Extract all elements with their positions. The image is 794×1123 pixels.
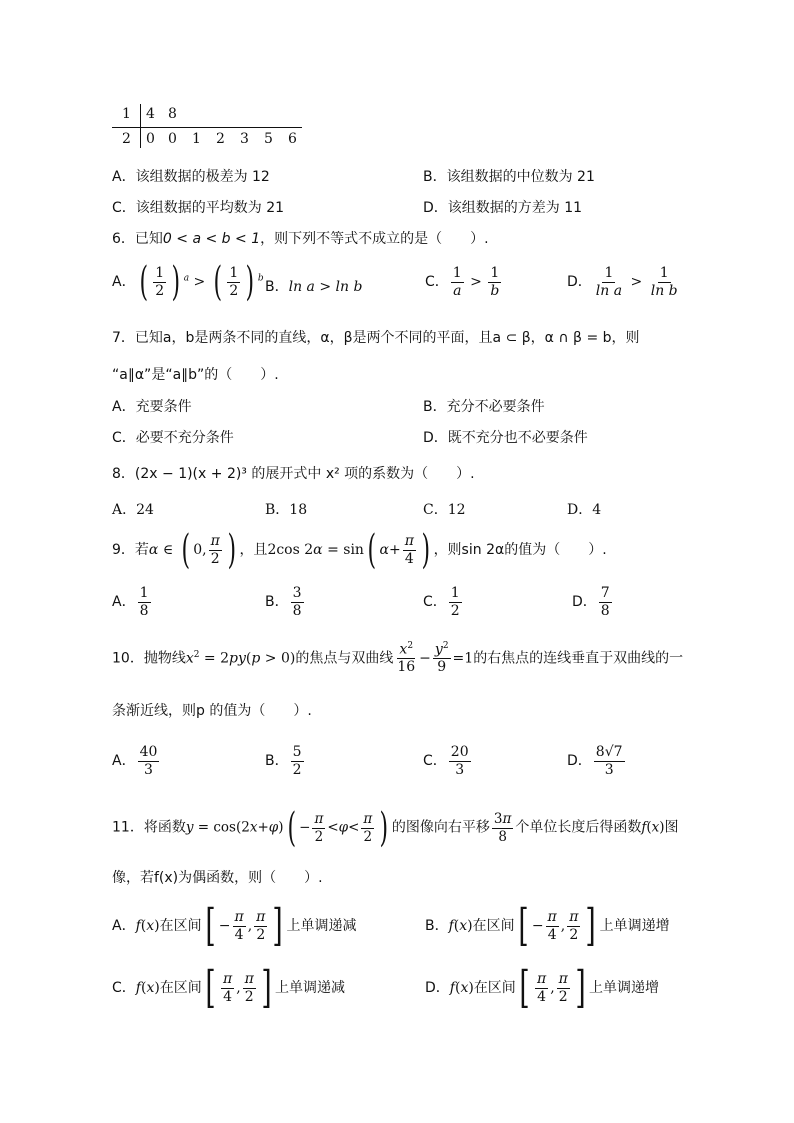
q6-option-b: B．ln a > ln b: [265, 279, 363, 295]
q11-stem-line2: 像，若f(x)为偶函数，则（ ）.: [112, 870, 323, 886]
leaf-2-1: 0: [168, 131, 177, 147]
q8-option-b: B．18: [265, 502, 308, 518]
q6-option-c: C． $\frac{1}{a}$ > $\frac{1}{b}$: [425, 265, 500, 299]
q10-stem-line2: 条渐近线，则p 的值为（ ）.: [112, 703, 312, 719]
q10-option-a: A． $\frac{40}{3}$: [112, 744, 158, 778]
q10-option-c: C． $\frac{20}{3}$: [423, 744, 469, 778]
q9-option-c: C． $\frac{1}{2}$: [423, 585, 460, 619]
q7-stem-line1: 7．已知a，b是两条不同的直线，α，β是两个不同的平面，且a ⊂ β，α ∩ β = b，则: [112, 330, 640, 346]
q7-stem-line2: “a∥α”是“a∥b”的（ ）.: [112, 367, 279, 383]
stem-2: 2: [122, 131, 131, 147]
q9-option-a: A． $\frac{1}{8}$: [112, 585, 149, 619]
q8-stem: 8．(2x − 1)(x + 2)³ 的展开式中 x² 项的系数为（ ）.: [112, 466, 475, 482]
leaf-2-0: 0: [146, 131, 155, 147]
q7-option-a: A．充要条件: [112, 399, 192, 415]
q7-option-b: B．充分不必要条件: [423, 399, 545, 415]
q6-option-a: A．( $\frac{1}{2}$ ) $^a$ > ( $\frac{1}{2}$ ) $^b$: [112, 259, 264, 305]
q10-option-d: D． $\frac{8√7}{3}$: [567, 744, 623, 778]
q6-stem: 6．已知0 < a < b < 1，则下列不等式不成立的是（ ）.: [112, 231, 489, 247]
q11-option-d: D．f(x)在区间[ $\frac{\pi}{4}$ , $\frac{\pi}{2}$ ] 上单调递增: [425, 962, 660, 1013]
q11-stem-line1: 11．将函数y = cos(2x+φ)( − $\frac{\pi}{2}$ <φ< $\frac{\pi}{2}$ ) 的图像向右平移 $\frac{3\pi}{8}$ 个单位长度后得函数f(x)图: [112, 805, 679, 851]
q9-option-b: B． $\frac{3}{8}$: [265, 585, 302, 619]
q11-option-c: C．f(x)在区间[ $\frac{\pi}{4}$ , $\frac{\pi}{2}$ ] 上单调递减: [112, 962, 346, 1013]
q8-option-a: A．24: [112, 502, 154, 518]
q7-option-d: D．既不充分也不必要条件: [423, 430, 588, 446]
stem-leaf-divider-horizontal: [112, 127, 302, 128]
stem-leaf-plot: [112, 104, 302, 150]
q8-option-c: C．12: [423, 502, 466, 518]
leaf-2-5: 5: [264, 131, 273, 147]
q10-stem-line1: 10．抛物线$x^2 = 2py(p > 0)$的焦点与双曲线 $\frac{x^2}{16}$ − $\frac{y^2}{9}$ =1的右焦点的连线垂直于双曲线的一: [112, 641, 684, 676]
q5-option-a: A．该组数据的极差为 12: [112, 169, 270, 185]
q6-option-d: D． $\frac{1}{\text{ln a}}$ > $\frac{1}{\text{ln b}}$: [567, 265, 678, 299]
q11-option-a: A．f(x)在区间[ − $\frac{\pi}{4}$ , $\frac{\pi}{2}$ ] 上单调递减: [112, 900, 357, 951]
q5-option-b: B．该组数据的中位数为 21: [423, 169, 595, 185]
q5-option-d: D．该组数据的方差为 11: [423, 200, 583, 216]
q11-option-b: B．f(x)在区间[ − $\frac{\pi}{4}$ , $\frac{\pi}{2}$ ] 上单调递增: [425, 900, 670, 951]
q10-option-b: B． $\frac{5}{2}$: [265, 744, 302, 778]
q9-stem: 9．若α ∈ ( 0, $\frac{\pi}{2}$ ) ，且2cos 2α = sin( α+ $\frac{\pi}{4}$ ) ，则sin 2α的值为（ ）.: [112, 527, 607, 573]
leaf-1-1: 8: [168, 106, 177, 122]
q9-option-d: D． $\frac{7}{8}$: [572, 585, 610, 619]
leaf-2-4: 3: [240, 131, 249, 147]
q6-condition: 0 < a < b < 1: [162, 231, 261, 247]
leaf-1-0: 4: [146, 106, 155, 122]
q5-option-c: C．该组数据的平均数为 21: [112, 200, 285, 216]
stem-leaf-divider-vertical: [140, 104, 141, 148]
q8-option-d: D．4: [567, 502, 602, 518]
stem-1: 1: [122, 106, 131, 122]
q7-option-c: C．必要不充分条件: [112, 430, 234, 446]
leaf-2-6: 6: [288, 131, 297, 147]
leaf-2-3: 2: [216, 131, 225, 147]
leaf-2-2: 1: [192, 131, 201, 147]
